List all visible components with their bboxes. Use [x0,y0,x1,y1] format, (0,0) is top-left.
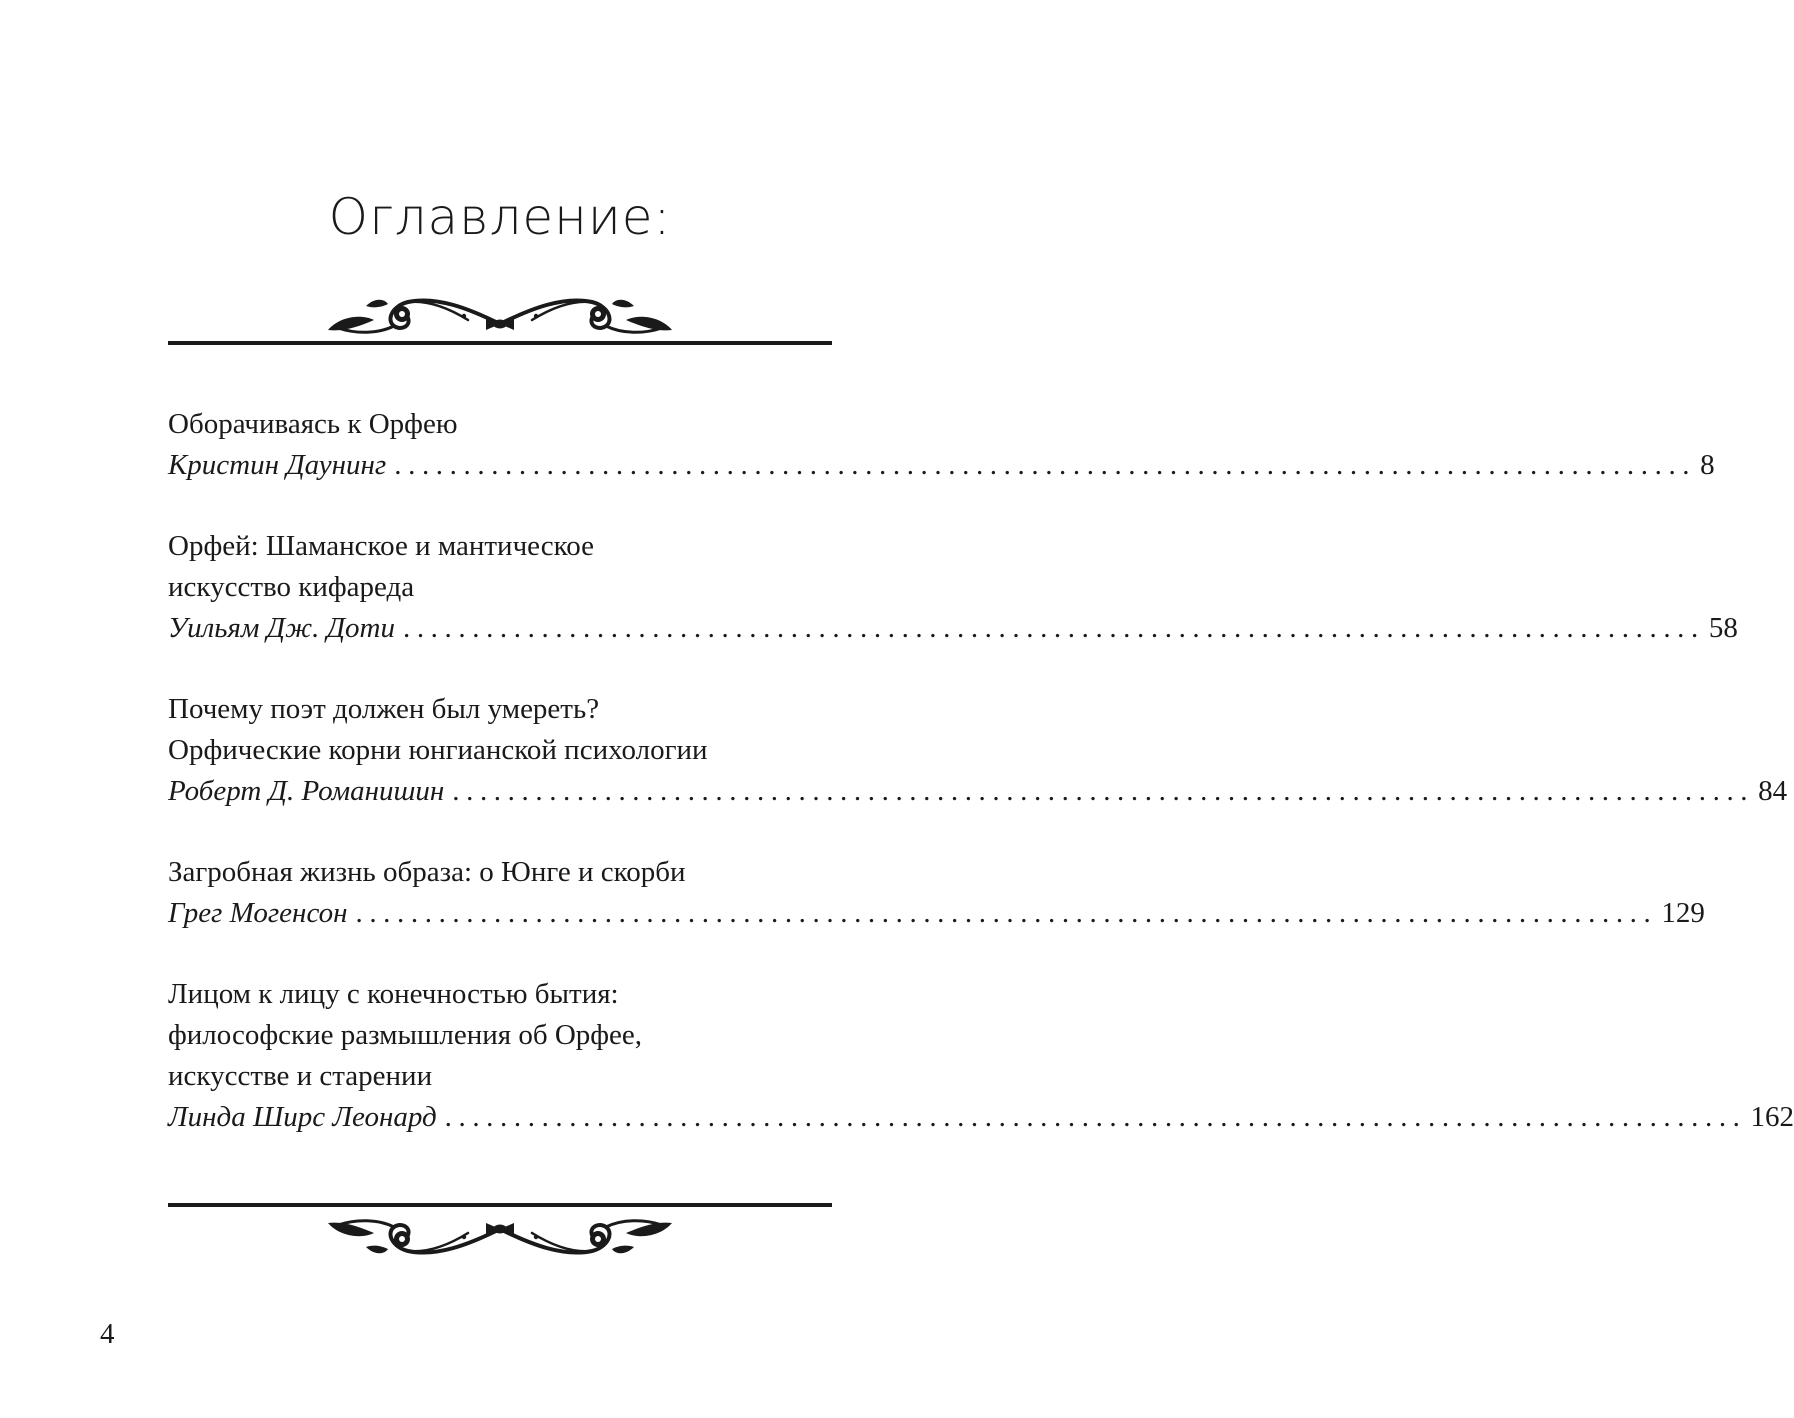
toc-entry-title-line: Лицом к лицу с конечностью бытия: [168,978,619,1010]
toc-dot-leader: .............................................................................................. [394,449,1697,481]
page-title: Оглавление: [328,187,672,246]
toc-entry-title-line: искусство кифареда [168,571,415,603]
toc-entry-title-line: Загробная жизнь образа: о Юнге и скорби [168,856,686,888]
toc-dot-leader: .............................................................................................. [452,775,1755,807]
toc-author-row [168,445,1715,486]
toc-entry-title-line: философские размышления об Орфее, [168,1019,643,1051]
toc-author-row [168,893,1705,934]
toc-author: Грег Могенсон [168,897,348,929]
toc-author: Кристин Даунинг [168,449,387,481]
toc-entry[interactable] [168,689,1788,812]
toc-page-number: 84 [1758,775,1788,807]
toc-dot-leader: .............................................................................................. [355,897,1658,929]
ornamental-divider-bottom-icon [168,1193,832,1263]
toc-author: Роберт Д. Романишин [168,775,445,807]
toc-page-number: 58 [1708,612,1738,644]
toc-page-number: 8 [1700,449,1715,481]
toc-entry[interactable] [168,404,1715,486]
toc-entry[interactable] [168,526,1738,649]
toc-entry[interactable] [168,974,1794,1138]
toc-entry-title-line: искусстве и старении [168,1060,433,1092]
toc-author: Уильям Дж. Доти [168,612,395,644]
toc-author-row [168,608,1738,649]
toc-entry-title-line: Оборачиваясь к Орфею [168,408,458,440]
table-of-contents [168,404,1794,1178]
toc-author: Линда Ширс Леонард [168,1101,437,1133]
ornamental-divider-top-icon [168,290,832,360]
toc-author-row [168,1097,1794,1138]
page-number: 4 [100,1318,115,1350]
toc-entry-title-line: Орфей: Шаманское и мантическое [168,530,594,562]
toc-entry-title-line: Орфические корни юнгианской психологии [168,734,708,766]
toc-entry[interactable] [168,852,1705,934]
toc-entry-title-line: Почему поэт должен был умереть? [168,693,600,725]
toc-page-number: 162 [1750,1101,1794,1133]
toc-dot-leader: .............................................................................................. [402,612,1705,644]
toc-page-number: 129 [1661,897,1705,929]
toc-author-row [168,771,1788,812]
toc-dot-leader: .............................................................................................. [444,1101,1747,1133]
